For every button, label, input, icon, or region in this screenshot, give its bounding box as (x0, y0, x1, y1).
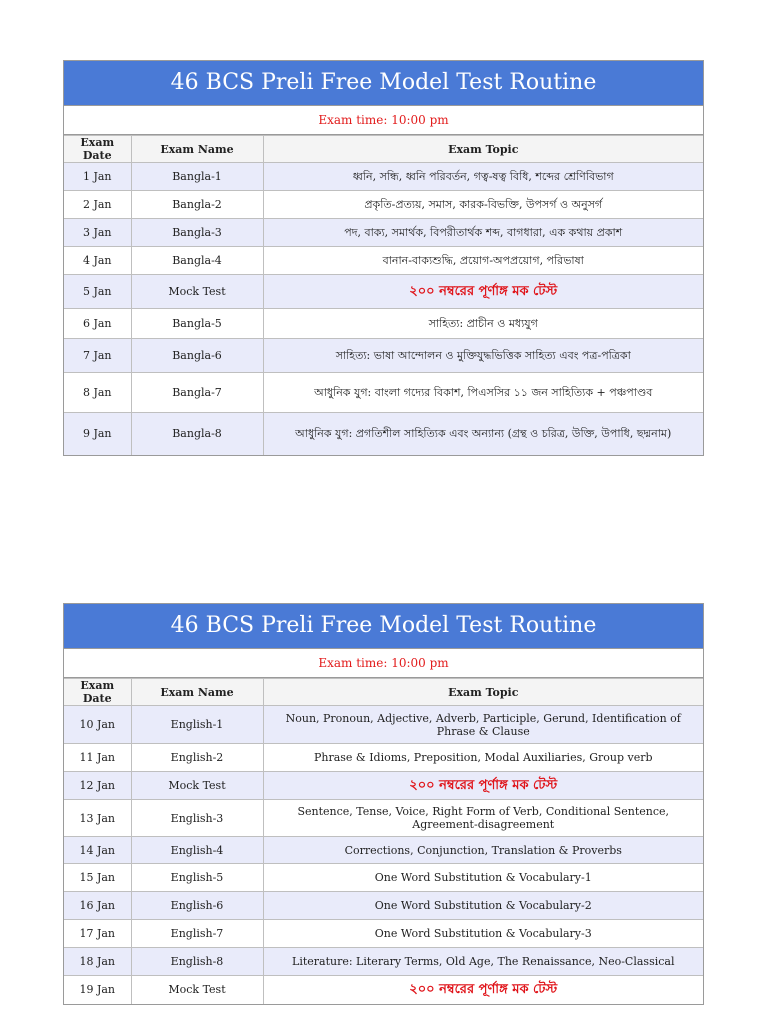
exam-name: English-2 (131, 744, 263, 772)
table-row (64, 219, 703, 247)
exam-topic: প্রকৃতি-প্রত্যয়, সমাস, কারক-বিভক্তি, উপসর্গ ও অনুসর্গ (263, 191, 703, 219)
exam-date: 17 Jan (64, 920, 131, 948)
table-row (64, 920, 703, 948)
exam-date: 2 Jan (64, 191, 131, 219)
table-row (64, 800, 703, 837)
table-row (64, 247, 703, 275)
exam-topic: পদ, বাক্য, সমার্থক, বিপরীতার্থক শব্দ, বাগধারা, এক কথায় প্রকাশ (263, 219, 703, 247)
exam-date: 14 Jan (64, 837, 131, 864)
routine-table (64, 678, 703, 1004)
table-row (64, 309, 703, 339)
exam-topic: ২০০ নম্বরের পূর্ণাঙ্গ মক টেস্ট (263, 976, 703, 1004)
exam-date: 16 Jan (64, 892, 131, 920)
exam-topic: Literature: Literary Terms, Old Age, The Renaissance, Neo-Classical (263, 948, 703, 976)
exam-topic: Phrase & Idioms, Preposition, Modal Auxiliaries, Group verb (263, 744, 703, 772)
routine-title: 46 BCS Preli Free Model Test Routine (64, 604, 703, 649)
exam-date: 4 Jan (64, 247, 131, 275)
exam-date: 11 Jan (64, 744, 131, 772)
exam-name: English-4 (131, 837, 263, 864)
table-row (64, 864, 703, 892)
exam-name: Bangla-3 (131, 219, 263, 247)
table-row (64, 373, 703, 413)
exam-topic: Noun, Pronoun, Adjective, Adverb, Participle, Gerund, Identification of Phrase & Clause (263, 706, 703, 744)
exam-date: 3 Jan (64, 219, 131, 247)
exam-topic: আধুনিক যুগ: বাংলা গদ্যের বিকাশ, পিএসসির ১১ জন সাহিত্যিক + পঞ্চপাণ্ডব (263, 373, 703, 413)
routine-table (64, 135, 703, 455)
exam-date: 19 Jan (64, 976, 131, 1004)
exam-topic: ২০০ নম্বরের পূর্ণাঙ্গ মক টেস্ট (263, 772, 703, 800)
table-row (64, 837, 703, 864)
table-row (64, 948, 703, 976)
table-row (64, 163, 703, 191)
table-header-row (64, 679, 703, 706)
exam-name: Mock Test (131, 275, 263, 309)
routine-section-1 (63, 60, 704, 456)
table-row (64, 892, 703, 920)
header-exam-date: Exam Date (64, 679, 131, 706)
exam-date: 10 Jan (64, 706, 131, 744)
exam-name: English-7 (131, 920, 263, 948)
exam-topic: One Word Substitution & Vocabulary-2 (263, 892, 703, 920)
exam-name: English-5 (131, 864, 263, 892)
exam-topic: ২০০ নম্বরের পূর্ণাঙ্গ মক টেস্ট (263, 275, 703, 309)
header-exam-date: Exam Date (64, 136, 131, 163)
exam-date: 15 Jan (64, 864, 131, 892)
routine-section-2 (63, 603, 704, 1005)
exam-date: 18 Jan (64, 948, 131, 976)
exam-time: Exam time: 10:00 pm (64, 649, 703, 678)
exam-name: Bangla-2 (131, 191, 263, 219)
exam-date: 1 Jan (64, 163, 131, 191)
exam-topic: সাহিত্য: প্রাচীন ও মধ্যযুগ (263, 309, 703, 339)
exam-date: 13 Jan (64, 800, 131, 837)
exam-name: Bangla-6 (131, 339, 263, 373)
exam-topic: One Word Substitution & Vocabulary-1 (263, 864, 703, 892)
exam-topic: আধুনিক যুগ: প্রগতিশীল সাহিত্যিক এবং অন্যান্য (গ্রন্থ ও চরিত্র, উক্তি, উপাধি, ছদ্মনাম) (263, 413, 703, 455)
exam-name: Bangla-5 (131, 309, 263, 339)
exam-name: Bangla-1 (131, 163, 263, 191)
table-row (64, 275, 703, 309)
exam-date: 5 Jan (64, 275, 131, 309)
exam-name: English-8 (131, 948, 263, 976)
exam-topic: সাহিত্য: ভাষা আন্দোলন ও মুক্তিযুদ্ধভিত্তিক সাহিত্য এবং পত্র-পত্রিকা (263, 339, 703, 373)
exam-topic: One Word Substitution & Vocabulary-3 (263, 920, 703, 948)
table-row (64, 191, 703, 219)
exam-topic: Corrections, Conjunction, Translation & Proverbs (263, 837, 703, 864)
exam-topic: বানান-বাক্যশুদ্ধি, প্রয়োগ-অপপ্রয়োগ, পরিভাষা (263, 247, 703, 275)
exam-name: Bangla-4 (131, 247, 263, 275)
exam-date: 7 Jan (64, 339, 131, 373)
exam-name: English-1 (131, 706, 263, 744)
exam-name: Bangla-8 (131, 413, 263, 455)
exam-name: Bangla-7 (131, 373, 263, 413)
table-row (64, 976, 703, 1004)
routine-title: 46 BCS Preli Free Model Test Routine (64, 61, 703, 106)
header-exam-topic: Exam Topic (263, 136, 703, 163)
header-exam-topic: Exam Topic (263, 679, 703, 706)
table-row (64, 339, 703, 373)
exam-name: Mock Test (131, 976, 263, 1004)
table-row (64, 744, 703, 772)
exam-topic: Sentence, Tense, Voice, Right Form of Verb, Conditional Sentence, Agreement-disagreement (263, 800, 703, 837)
exam-date: 6 Jan (64, 309, 131, 339)
table-header-row (64, 136, 703, 163)
exam-name: English-6 (131, 892, 263, 920)
table-row (64, 706, 703, 744)
header-exam-name: Exam Name (131, 136, 263, 163)
header-exam-name: Exam Name (131, 679, 263, 706)
exam-date: 9 Jan (64, 413, 131, 455)
exam-name: Mock Test (131, 772, 263, 800)
table-row (64, 413, 703, 455)
exam-date: 12 Jan (64, 772, 131, 800)
exam-time: Exam time: 10:00 pm (64, 106, 703, 135)
exam-date: 8 Jan (64, 373, 131, 413)
exam-name: English-3 (131, 800, 263, 837)
exam-topic: ধ্বনি, সন্ধি, ধ্বনি পরিবর্তন, গত্ব-ষত্ব বিধি, শব্দের শ্রেণিবিভাগ (263, 163, 703, 191)
table-row (64, 772, 703, 800)
